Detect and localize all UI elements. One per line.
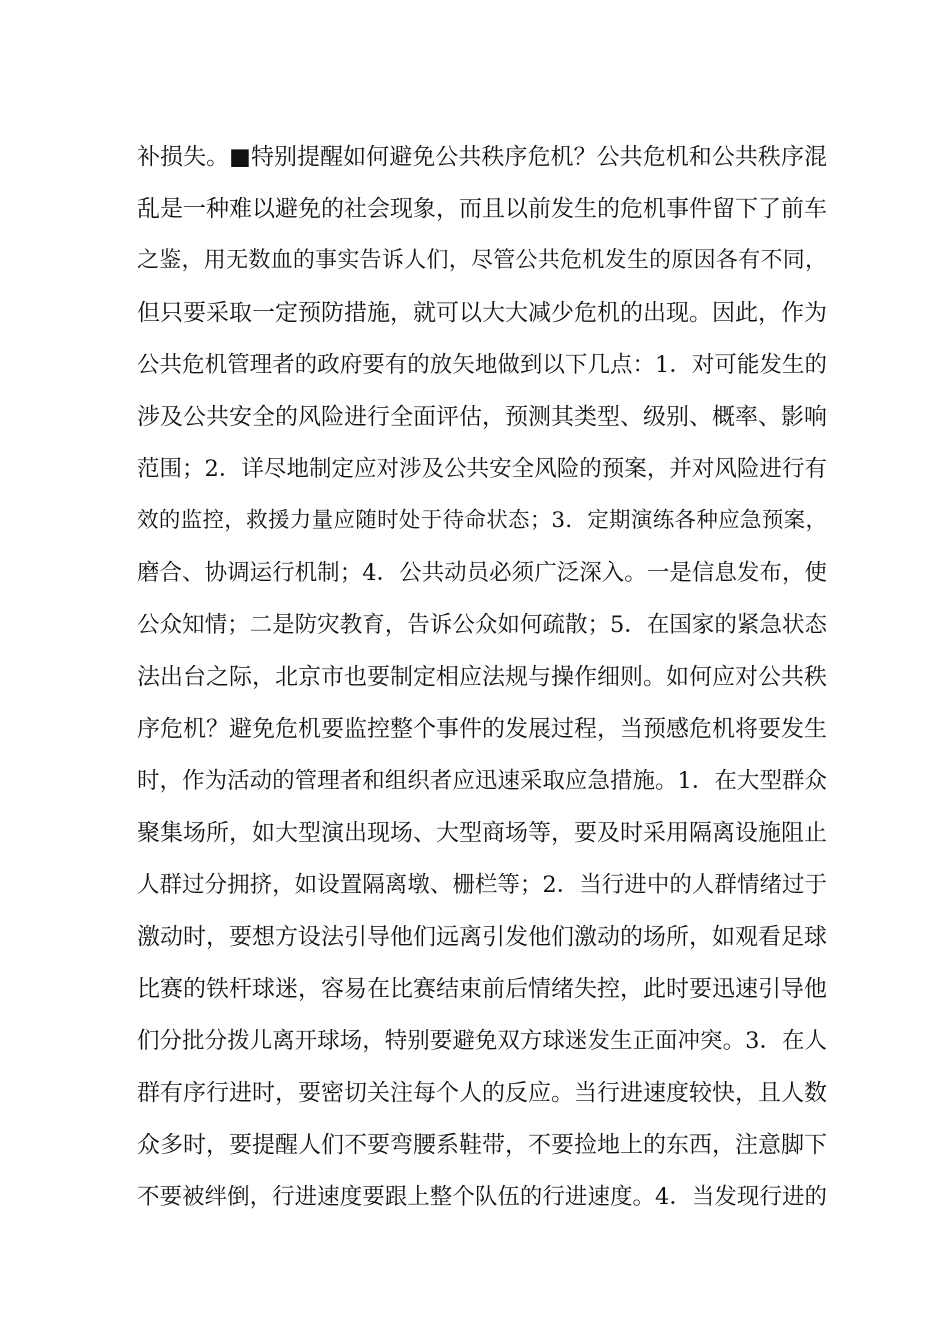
text-line: 乱是一种难以避免的社会现象，而且以前发生的危机事件留下了前车 xyxy=(137,196,827,222)
text-line: 人群过分拥挤，如设置隔离墩、栅栏等；2．当行进中的人群情绪过于 xyxy=(137,872,827,898)
text-line: 激动时，要想方设法引导他们远离引发他们激动的场所，如观看足球 xyxy=(137,924,827,950)
text-line: 序危机？避免危机要监控整个事件的发展过程，当预感危机将要发生 xyxy=(137,716,827,742)
text-line: 公众知情；二是防灾教育，告诉公众如何疏散；5．在国家的紧急状态 xyxy=(137,612,827,638)
text-line: 磨合、协调运行机制；4．公共动员必须广泛深入。一是信息发布，使 xyxy=(137,560,827,586)
text-line: 比赛的铁杆球迷，容易在比赛结束前后情绪失控，此时要迅速引导他 xyxy=(137,976,827,1002)
text-line: 时，作为活动的管理者和组织者应迅速采取应急措施。1．在大型群众 xyxy=(137,768,827,794)
text-line: 们分批分拨儿离开球场，特别要避免双方球迷发生正面冲突。3．在人 xyxy=(137,1028,827,1054)
text-line: 不要被绊倒，行进速度要跟上整个队伍的行进速度。4．当发现行进的 xyxy=(137,1184,827,1210)
text-line: 涉及公共安全的风险进行全面评估，预测其类型、级别、概率、影响 xyxy=(137,404,827,430)
text-line: 效的监控，救援力量应随时处于待命状态；3．定期演练各种应急预案， xyxy=(137,508,827,533)
body-text xyxy=(137,131,827,1223)
text-line: 补损失。■特别提醒如何避免公共秩序危机？公共危机和公共秩序混 xyxy=(137,144,827,170)
text-line: 法出台之际，北京市也要制定相应法规与操作细则。如何应对公共秩 xyxy=(137,664,827,690)
text-line: 之鉴，用无数血的事实告诉人们，尽管公共危机发生的原因各有不同， xyxy=(137,248,827,273)
text-line: 群有序行进时，要密切关注每个人的反应。当行进速度较快，且人数 xyxy=(137,1080,827,1106)
text-line: 众多时，要提醒人们不要弯腰系鞋带，不要捡地上的东西，注意脚下 xyxy=(137,1132,827,1158)
text-line: 但只要采取一定预防措施，就可以大大减少危机的出现。因此，作为 xyxy=(137,300,827,326)
text-line: 公共危机管理者的政府要有的放矢地做到以下几点：1．对可能发生的 xyxy=(137,352,827,378)
text-line: 范围；2．详尽地制定应对涉及公共安全风险的预案，并对风险进行有 xyxy=(137,456,827,482)
text-line: 聚集场所，如大型演出现场、大型商场等，要及时采用隔离设施阻止 xyxy=(137,820,827,846)
